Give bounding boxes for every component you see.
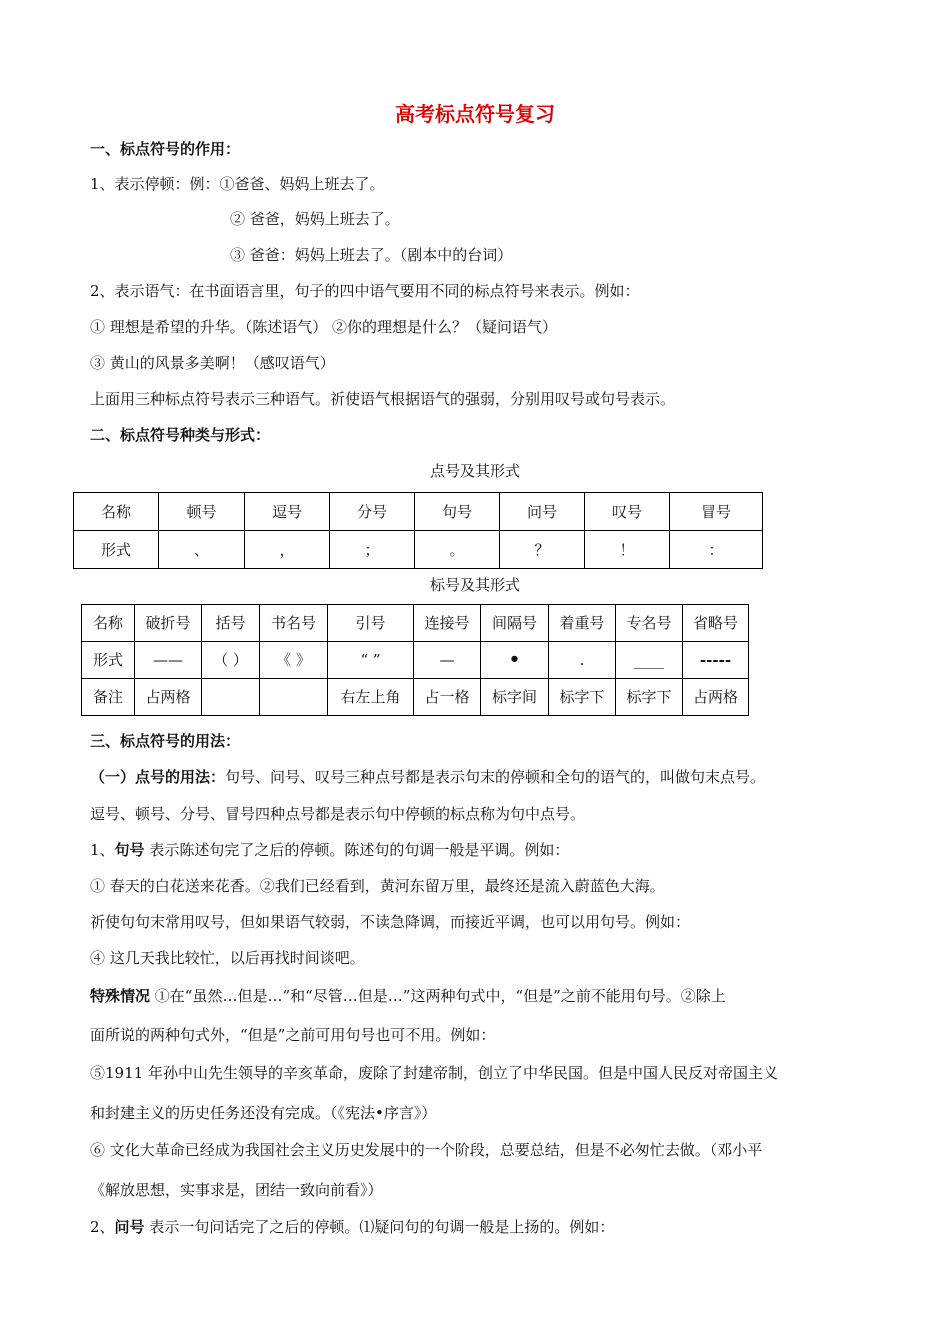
- text-line: ① 春天的白花送来花香。②我们已经看到，黄河东留万里，最终还是流入蔚蓝色大海。: [90, 877, 665, 895]
- table-row: [82, 679, 749, 716]
- table-cell: ？: [500, 531, 585, 569]
- table-cell: 间隔号: [481, 605, 549, 642]
- table-cell: 顿号: [159, 493, 245, 531]
- term-label: 句号: [114, 841, 145, 859]
- text-line: ③ 爸爸：妈妈上班去了。（剧本中的台词）: [230, 246, 513, 264]
- table-cell: ，: [245, 531, 330, 569]
- table-cell: 。: [415, 531, 500, 569]
- table-cell: 着重号: [549, 605, 616, 642]
- text-span: 2、: [90, 1218, 115, 1236]
- section-heading-types: 二、标点符号种类与形式：: [90, 426, 271, 444]
- table-cell: 省略号: [683, 605, 749, 642]
- table-caption-marks: 标号及其形式: [429, 576, 520, 594]
- table-cell: —: [414, 642, 481, 679]
- table-cell: ____: [616, 642, 683, 679]
- document-title: 高考标点符号复习: [395, 102, 555, 126]
- text-line: 面所说的两种句式外，“但是”之前可用句号也可不用。例如：: [90, 1026, 496, 1044]
- text-line: ④ 这几天我比较忙，以后再找时间谈吧。: [90, 949, 365, 967]
- table-cell: 连接号: [414, 605, 481, 642]
- table-cell: 占两格: [683, 679, 749, 716]
- text-line: [90, 986, 726, 1006]
- text-line: [90, 1217, 614, 1237]
- table-cell: 标字下: [549, 679, 616, 716]
- table-cell: [260, 679, 328, 716]
- table-cell: ；: [330, 531, 415, 569]
- row-header: 形式: [74, 531, 159, 569]
- table-cell: -----: [683, 642, 749, 679]
- text-line: 祈使句句末常用叹号，但如果语气较弱，不读急降调，而接近平调，也可以用句号。例如：: [90, 913, 691, 931]
- table-cell: 专名号: [616, 605, 683, 642]
- table-cell: [202, 679, 260, 716]
- text-line: ② 爸爸，妈妈上班去了。: [230, 210, 400, 228]
- section-heading-usage: 三、标点符号的用法：: [90, 732, 241, 750]
- table-cell: 标字间: [481, 679, 549, 716]
- text-line: 1、表示停顿：例：①爸爸、妈妈上班去了。: [90, 175, 385, 193]
- text-line: 逗号、顿号、分号、冒号四种点号都是表示句中停顿的标点称为句中点号。: [90, 805, 586, 823]
- text-line: 2、表示语气：在书面语言里，句子的四中语气要用不同的标点符号来表示。例如：: [90, 282, 640, 300]
- term-label: 问号: [114, 1218, 145, 1236]
- subheading: （一）点号的用法：: [90, 768, 226, 786]
- table-cell: 占两格: [135, 679, 202, 716]
- text-span: 表示陈述句完了之后的停顿。陈述句的句调一般是平调。例如：: [144, 841, 570, 859]
- table-cell: （ ）: [202, 642, 260, 679]
- table-cell: 括号: [202, 605, 260, 642]
- table-cell: ——: [135, 642, 202, 679]
- table-cell: 引号: [328, 605, 414, 642]
- table-cell: •: [481, 642, 549, 679]
- table-cell: ：: [670, 531, 763, 569]
- text-line: 《解放思想，实事求是，团结一致向前看》）: [90, 1181, 383, 1199]
- table-cell: 标字下: [616, 679, 683, 716]
- text-line: [90, 767, 765, 787]
- point-marks-table: [73, 492, 763, 569]
- table-cell: 《 》: [260, 642, 328, 679]
- table-row: [82, 605, 749, 642]
- text-span: 句号、问号、叹号三种点号都是表示句末的停顿和全句的语气的，叫做句末点号。: [225, 768, 766, 786]
- text-line: ⑤1911 年孙中山先生领导的辛亥革命，废除了封建帝制，创立了中华民国。但是中国人民反对帝国主义: [90, 1064, 778, 1082]
- table-cell: “ ”: [328, 642, 414, 679]
- text-line: [90, 840, 569, 860]
- table-cell: 书名号: [260, 605, 328, 642]
- table-cell: 右左上角: [328, 679, 414, 716]
- text-line: ③ 黄山的风景多美啊！（感叹语气）: [90, 354, 335, 372]
- row-header: 备注: [82, 679, 135, 716]
- table-cell: .: [549, 642, 616, 679]
- text-span: ①在“虽然…但是…”和“尽管…但是…”这两种句式中，“但是”之前不能用句号。②除上: [150, 987, 726, 1005]
- table-cell: 冒号: [670, 493, 763, 531]
- row-header: 名称: [74, 493, 159, 531]
- table-cell: 、: [159, 531, 245, 569]
- table-row: [74, 531, 763, 569]
- table-cell: 分号: [330, 493, 415, 531]
- table-cell: ！: [585, 531, 670, 569]
- row-header: 形式: [82, 642, 135, 679]
- table-cell: 叹号: [585, 493, 670, 531]
- table-cell: 占一格: [414, 679, 481, 716]
- row-header: 名称: [82, 605, 135, 642]
- table-cell: 逗号: [245, 493, 330, 531]
- text-span: 表示一句问话完了之后的停顿。⑴疑问句的句调一般是上扬的。例如：: [144, 1218, 615, 1236]
- text-line: ① 理想是希望的升华。（陈述语气） ②你的理想是什么？（疑问语气）: [90, 318, 558, 336]
- table-caption-points: 点号及其形式: [429, 462, 520, 480]
- marking-marks-table: [81, 604, 749, 716]
- text-line: 和封建主义的历史任务还没有完成。（《宪法•序言》）: [90, 1104, 437, 1122]
- table-cell: 问号: [500, 493, 585, 531]
- term-label: 特殊情况: [90, 987, 151, 1005]
- table-row: [74, 493, 763, 531]
- text-span: 1、: [90, 841, 115, 859]
- text-line: ⑥ 文化大革命已经成为我国社会主义历史发展中的一个阶段，总要总结，但是不必匆忙去做。（邓小平: [90, 1141, 763, 1159]
- section-heading-functions: 一、标点符号的作用：: [90, 140, 241, 158]
- table-cell: 破折号: [135, 605, 202, 642]
- text-line: 上面用三种标点符号表示三种语气。祈使语气根据语气的强弱，分别用叹号或句号表示。: [90, 390, 676, 408]
- table-row: [82, 642, 749, 679]
- table-cell: 句号: [415, 493, 500, 531]
